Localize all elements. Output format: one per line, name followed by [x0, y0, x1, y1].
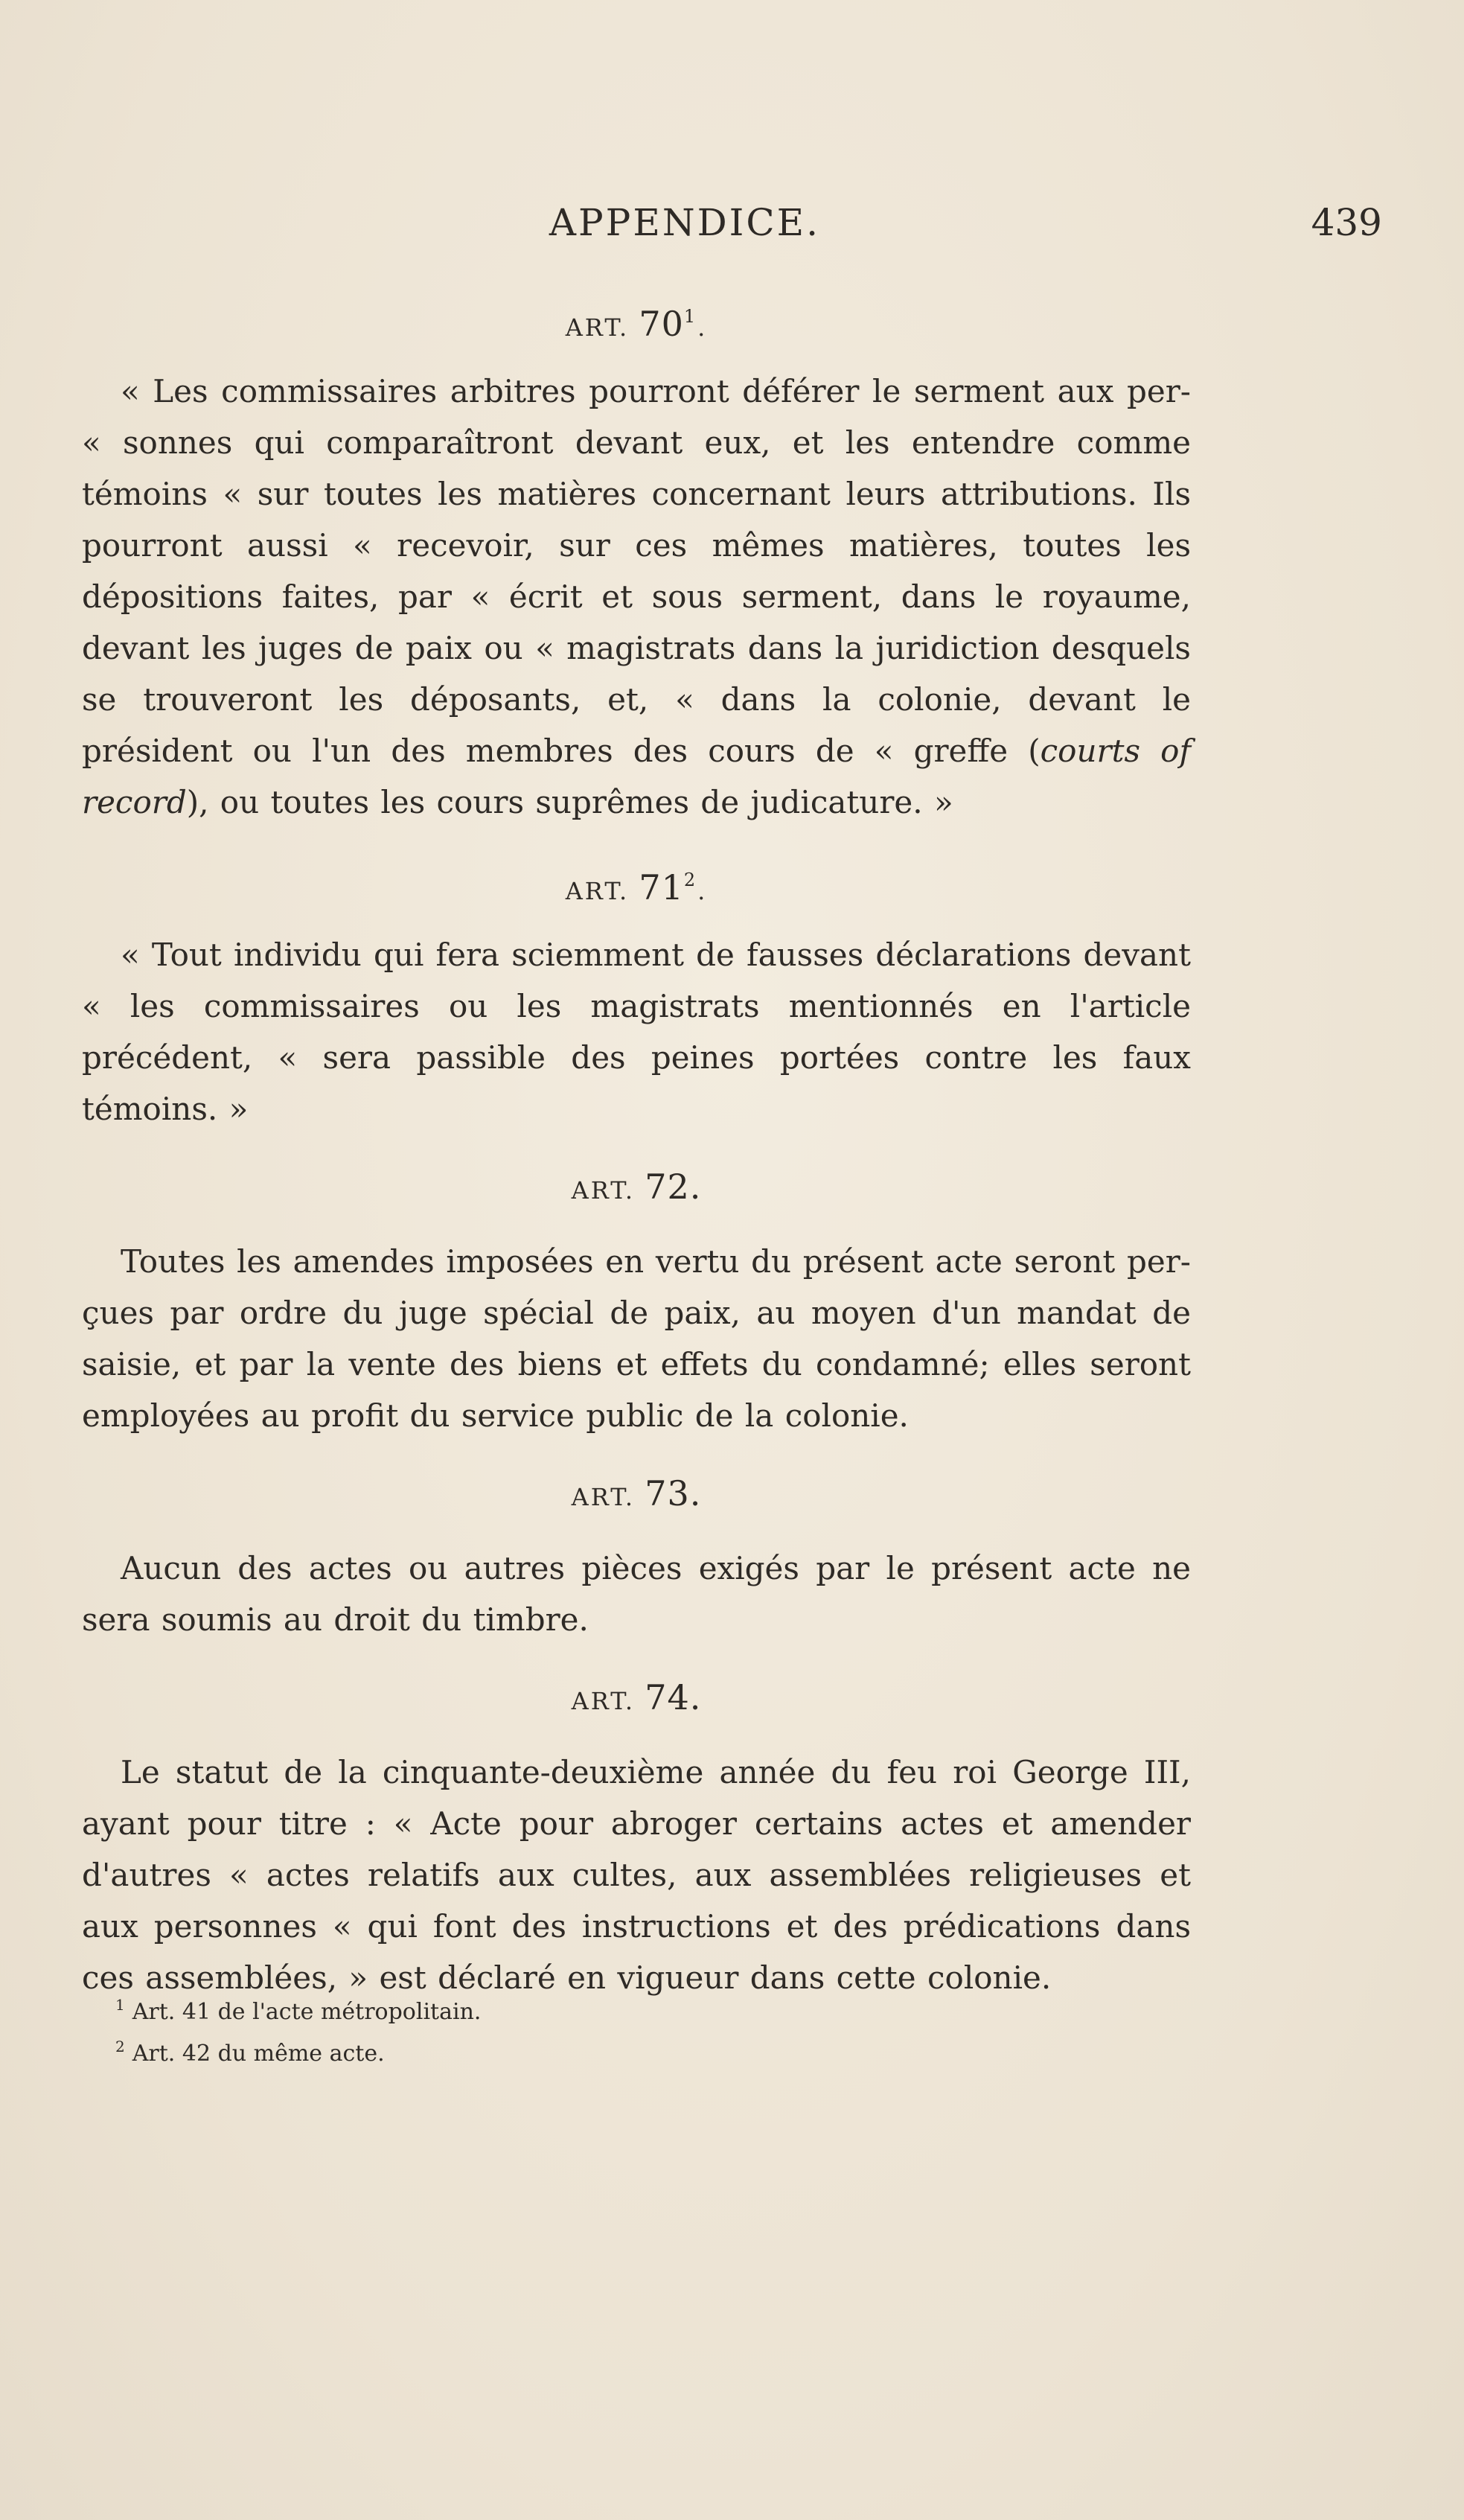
footnote-ref: 1 [683, 306, 698, 327]
footnote-text: Art. 42 du même acte. [132, 2041, 385, 2067]
article-heading-72 [82, 1164, 1191, 1209]
footnote-ref: 2 [683, 870, 698, 890]
article-number: 74. [645, 1677, 702, 1717]
article-number: 70 [639, 304, 684, 344]
article-number: 71 [639, 867, 684, 907]
article-number: 73. [645, 1473, 702, 1513]
article-heading-73 [82, 1471, 1191, 1516]
page-title: APPENDICE. [549, 201, 821, 244]
article-number: 72. [645, 1167, 702, 1207]
footnote-mark: 2 [115, 2038, 125, 2055]
footnote-2 [115, 2029, 1157, 2071]
article-text-71: « Tout individu qui fera sciemment de fausses déclarations devant « les commissaires ou les magistrats mentionnés en l'article précédent, « sera passible des peines portées contre les faux témoins. » [82, 937, 1191, 1127]
footnotes [115, 1988, 1157, 2071]
article-text-70: « Les commissaires arbitres pourront déférer le serment aux per- « sonnes qui comparaîtront devant eux, et les entendre comme témoins « sur toutes les matières concernant leurs attributions. Ils pourront aussi « recevoir, sur ces mêmes matières, toutes les dépositions faites, par « écrit et sous serment, dans le royaume, devant les juges de paix ou « magistrats dans la juridiction desquels se trouveront les déposants, et, « dans la colonie, devant le président ou l'un des membres des cours de « greffe (courts of record), ou toutes les cours suprêmes de judicature. » [82, 373, 1191, 820]
running-head [82, 201, 1382, 253]
page-number: 439 [1311, 201, 1382, 244]
article-text-74: Le statut de la cinquante-deuxième année du feu roi George III, ayant pour titre : « Acte pour abroger certains actes et amender d'autres « actes relatifs aux cultes, aux assemblées religieuses et aux personnes « qui font des instructions et des prédications dans ces assemblées, » est déclaré en vigueur dans cette colonie. [82, 1754, 1191, 1996]
article-heading-70: ART. $70^1$. [565, 304, 708, 344]
article-heading-74 [82, 1675, 1191, 1720]
article-label: ART. [571, 1176, 636, 1205]
article-label: ART. [565, 313, 630, 342]
article-text-73: Aucun des actes ou autres pièces exigés par le présent acte ne sera soumis au droit du timbre. [82, 1550, 1191, 1638]
article-label: ART. [565, 877, 630, 905]
main-text [82, 294, 1191, 2003]
article-heading-71: ART. $71^2$. [565, 867, 708, 907]
footnote-1 [115, 1988, 1157, 2029]
article-label: ART. [571, 1483, 636, 1511]
italic-term: courts of record [82, 733, 1191, 820]
footnote-mark: 1 [115, 1996, 125, 2014]
article-label: ART. [571, 1687, 636, 1715]
article-text-72: Toutes les amendes imposées en vertu du présent acte seront per- çues par ordre du juge spécial de paix, au moyen d'un mandat de saisie, et par la vente des biens et effets du condamné; elles seront employées au profit du service public de la colonie. [82, 1243, 1191, 1434]
footnote-text: Art. 41 de l'acte métropolitain. [132, 1999, 482, 2025]
